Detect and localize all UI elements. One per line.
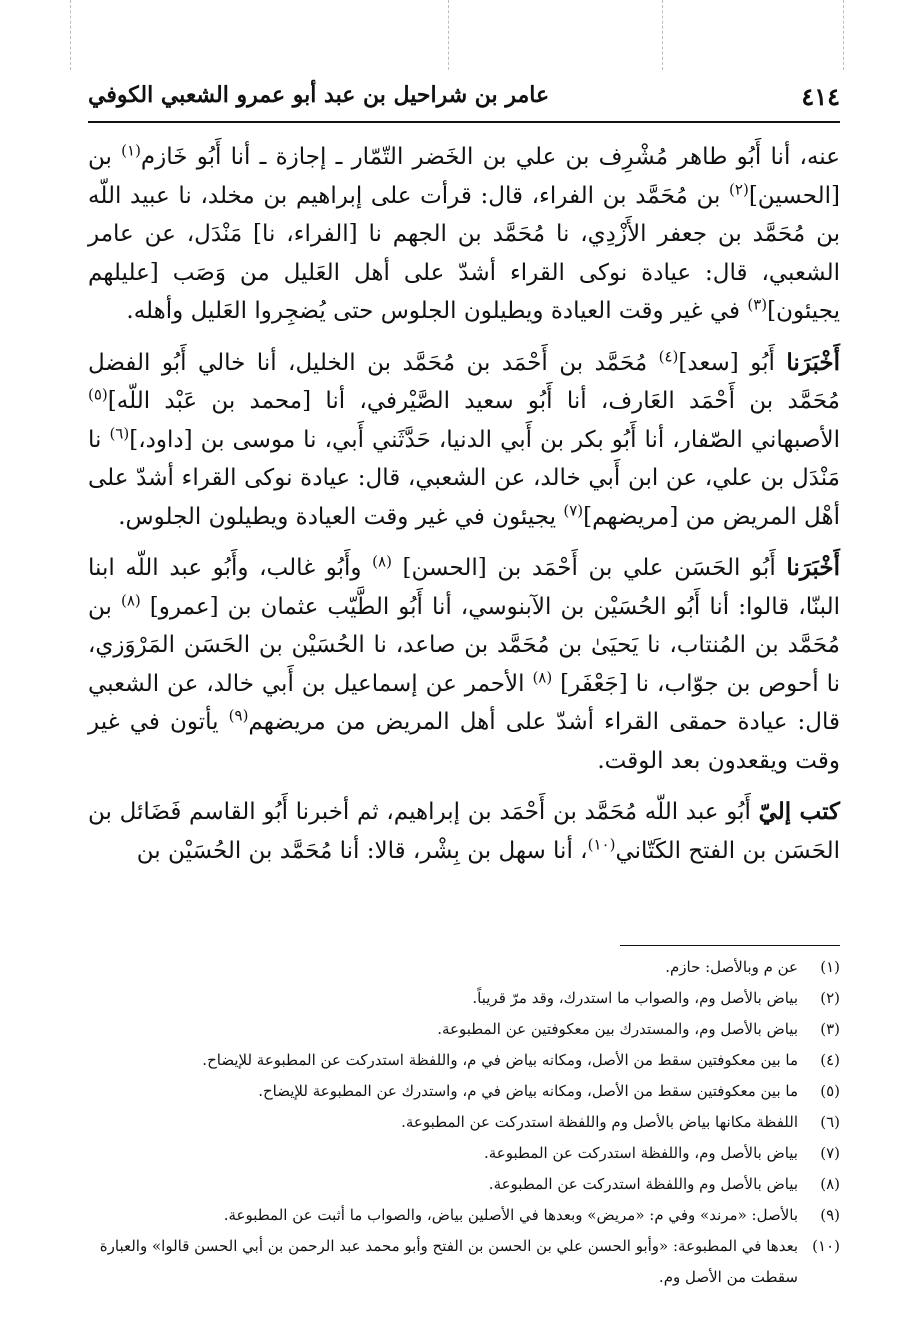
footnote (88, 1107, 840, 1138)
footnote (88, 1231, 840, 1293)
footnote-ref: (٨) (120, 590, 141, 609)
footnote (88, 1169, 840, 1200)
text-run: ، أنا سهل بن بِشْر، قالا: أنا مُحَمَّد بن الحُسَيْن بن (136, 837, 588, 864)
footnote-text: بياض بالأصل وم، والصواب ما استدرك، وقد مرّ قريباً. (472, 989, 798, 1007)
text-run: بن مُحَمَّد بن الفراء، قال: قرأت على إبراهيم بن مخلد، نا عبيد اللّه بن مُحَمَّد بن جعفر الأَزْدِي، نا مُحَمَّد بن الجهم نا [الفراء، نا] مَنْدَل، عن عامر الشعبي، قال: عيادة نوكى القراء أشدّ على أهل العَليل من وَصَب [عليلهم يجيئون] (88, 182, 840, 324)
footnote-ref: (١) (121, 141, 141, 160)
footnote-number: (٥) (820, 1082, 840, 1100)
text-run: الأحمر عن إسماعيل بن أَبي خالد، عن الشعبي قال: عيادة حمقى القراء أشدّ على أهل المريض من مريضهم (88, 670, 841, 735)
text-run: يأتون في غير وقت ويقعدون بعد الوقت. (88, 709, 840, 774)
footnote-number: (٢) (820, 989, 840, 1007)
text-run: عنه، أنا أَبُو طاهر مُشْرِف بن علي بن الخَضر التّمّار ـ إجازة ـ أنا أَبُو خَازم (140, 144, 840, 170)
footnote (88, 983, 840, 1014)
footnote-text: عن م وبالأصل: حازم. (665, 958, 798, 976)
footnote-text: بعدها في المطبوعة: «وأبو الحسن علي بن الحسن بن الفتح وأبو محمد عبد الرحمن بن أبي الحسن قالوا» والعبارة سقطت من الأصل وم. (99, 1237, 798, 1286)
footnote-ref: (١٠) (587, 834, 616, 853)
paragraph (88, 138, 840, 331)
text-run: بن مُحَمَّد بن المُنتاب، نا يَحيَىٰ بن مُحَمَّد بن صاعد، نا الحُسَيْن بن الحَسَن المَرْوَزي، نا أحوص بن جوّاب، نا [جَعْفَر] (88, 593, 841, 697)
footnote-ref: (٥) (88, 385, 108, 404)
footnotes (88, 952, 840, 1293)
paragraph (88, 793, 840, 870)
paragraph (88, 344, 840, 537)
paragraph-lead: كتب إليّ (758, 798, 840, 825)
header-rule (88, 121, 840, 123)
footnote-ref: (٩) (228, 706, 249, 725)
text-run: مُحَمَّد بن أَحْمَد بن مُحَمَّد بن الخليل، أنا خالي أَبُو الفضل مُحَمَّد بن أَحْمَد العَارف، أنا أَبُو سعيد الصَّيْرفي، أنا [محمد بن عَبْد اللّه] (88, 349, 840, 414)
footnote-number: (٨) (820, 1175, 840, 1193)
paragraph-lead: أَخْبَرَنا (786, 348, 840, 376)
page-number: ٤١٤ (801, 82, 840, 111)
footnote-ref: (٦) (109, 423, 130, 442)
gutter-mark (448, 0, 449, 70)
running-title: عامر بن شراحيل بن عبد أبو عمرو الشعبي الكوفي (88, 82, 550, 108)
footnote-number: (٤) (820, 1051, 840, 1069)
footnote-separator (620, 945, 840, 946)
gutter-mark (70, 0, 71, 70)
text-run: الأصبهاني الصّفار، أنا أَبُو بكر بن أَبي الدنيا، حَدَّثَني أَبي، نا موسى بن [داود،] (129, 426, 840, 453)
footnote-number: (١) (820, 958, 840, 976)
text-run: بن [الحسين] (88, 144, 840, 209)
footnote-text: ما بين معكوفتين سقط من الأصل، ومكانه بياض في م، واستدرك عن المطبوعة للإيضاح. (258, 1082, 798, 1100)
footnote-text: اللفظة مكانها بياض بالأصل وم واللفظة استدركت عن المطبوعة. (401, 1113, 798, 1131)
gutter-mark (662, 0, 663, 70)
footnote-text: ما بين معكوفتين سقط من الأصل، ومكانه بياض في م، واللفظة استدركت عن المطبوعة للإيضاح. (202, 1051, 798, 1069)
page-header (88, 76, 840, 116)
footnote (88, 1014, 840, 1045)
footnote (88, 1138, 840, 1169)
footnote-text: بالأصل: «مرند» وفي م: «مريض» وبعدها في الأصلين بياض، والصواب ما أثبت عن المطبوعة. (223, 1206, 798, 1224)
footnote-text: بياض بالأصل وم واللفظة استدركت عن المطبوعة. (488, 1175, 798, 1193)
footnote-number: (٧) (820, 1144, 840, 1162)
text-run: أَبُو [سعد] (678, 349, 787, 376)
text-run: في غير وقت العيادة ويطيلون الجلوس حتى يُضجِروا العَليل وأهله. (126, 298, 748, 324)
text-run: نا مَنْدَل بن علي، عن ابن أَبي خالد، عن الشعبي، قال: عيادة نوكى القراء أشدّ على أهْل المريض من [مريضهم] (88, 426, 840, 530)
footnote (88, 1045, 840, 1076)
footnote (88, 1200, 840, 1231)
footnote-ref: (٧) (563, 500, 584, 519)
text-run: وأَبُو غالب، وأَبُو عبد اللّه ابنا البنّا، قالوا: أنا أَبُو الحُسَيْن بن الآبنوسي، أنا أَبُو الطَّيّب عثمان بن [عمرو] (88, 555, 840, 620)
text-run: أَبُو الحَسَن علي بن أَحْمَد بن [الحسن] (391, 555, 787, 581)
text-run: يجيئون في غير وقت العيادة ويطيلون الجلوس. (118, 503, 564, 530)
footnote-number: (١٠) (812, 1237, 840, 1255)
footnote-ref: (٤) (658, 346, 679, 365)
main-text (88, 138, 840, 870)
footnote-number: (٩) (820, 1206, 840, 1224)
footnote-number: (٦) (820, 1113, 840, 1131)
footnote-ref: (٢) (729, 179, 749, 198)
footnote-text: بياض بالأصل وم، والمستدرك بين معكوفتين عن المطبوعة. (437, 1020, 798, 1038)
gutter-mark (843, 0, 844, 70)
paragraph (88, 549, 840, 780)
footnote-number: (٣) (820, 1020, 840, 1038)
footnote-ref: (٨) (372, 552, 392, 571)
footnote-ref: (٣) (747, 295, 768, 314)
footnote-text: بياض بالأصل وم، واللفظة استدركت عن المطبوعة. (483, 1144, 798, 1162)
footnote (88, 1076, 840, 1107)
text-run: أَبُو عبد اللّه مُحَمَّد بن أَحْمَد بن إبراهيم، ثم أخبرنا أَبُو القاسم فَضَائل بن الحَسَن بن الفتح الكَتّاني (88, 799, 840, 864)
footnote (88, 952, 840, 983)
footnote-ref: (٨) (532, 667, 553, 686)
paragraph-lead: أَخْبَرَنا (786, 554, 840, 581)
